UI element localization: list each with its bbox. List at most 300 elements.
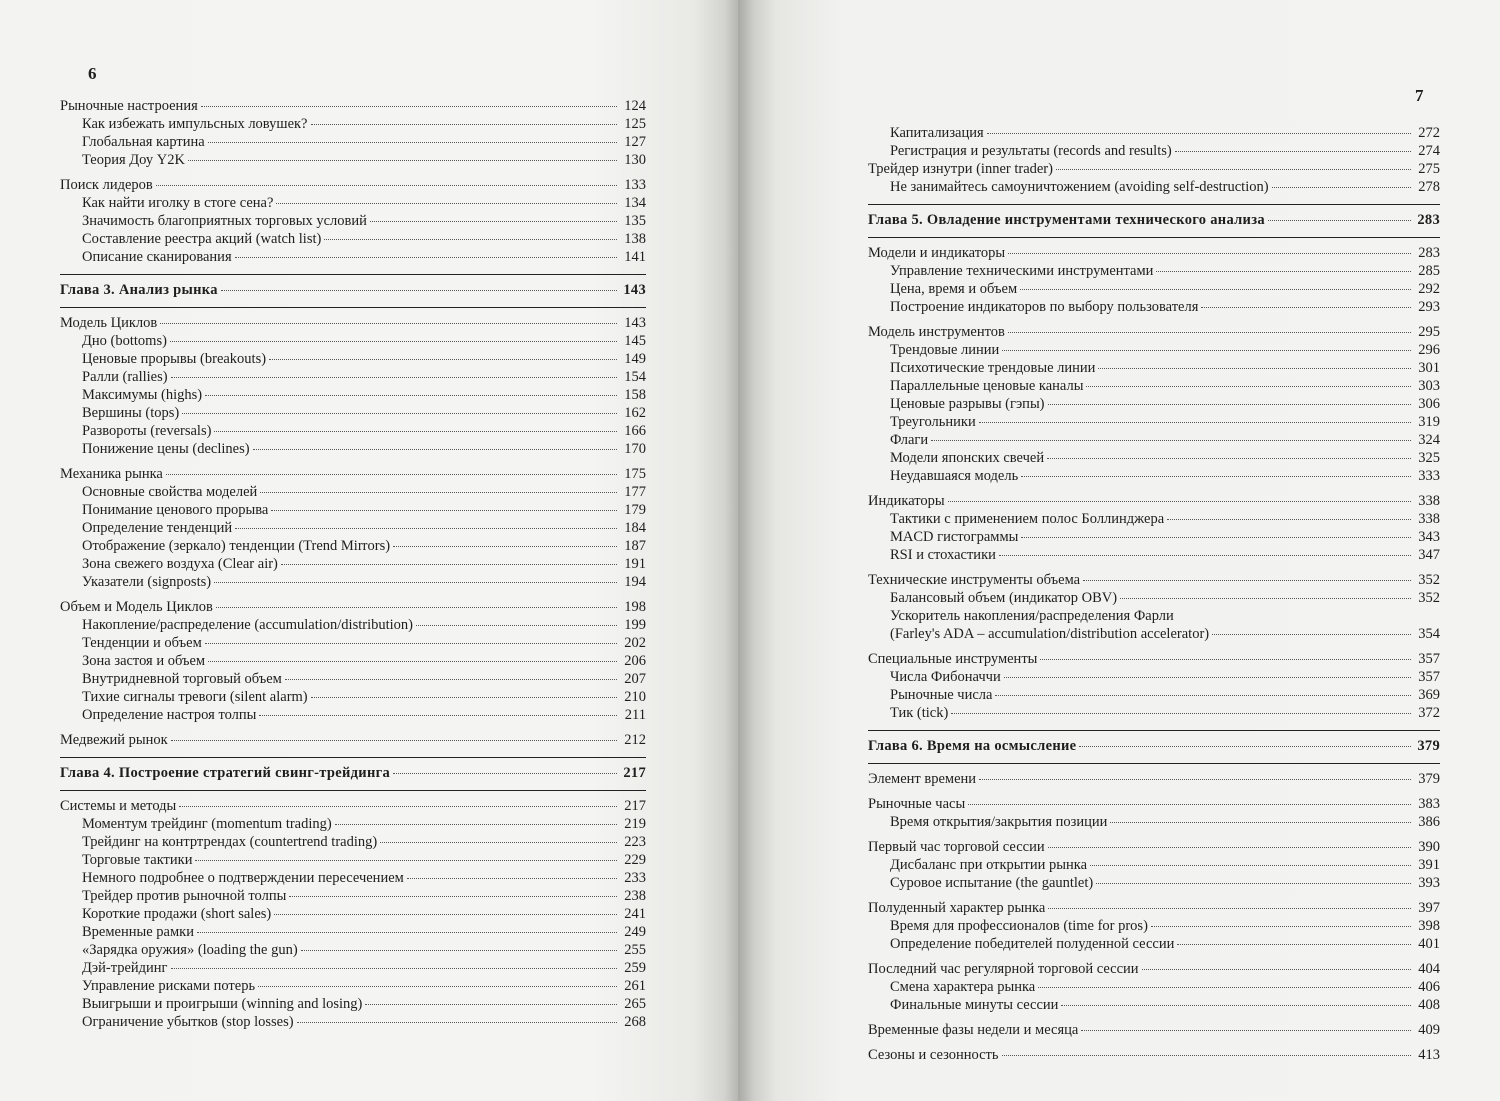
toc-entry-title: Дно (bottoms) — [82, 333, 167, 349]
toc-entry-title: Определение победителей полуденной сессии — [890, 936, 1175, 952]
toc-entry-title: Ценовые разрывы (гэпы) — [890, 396, 1045, 412]
toc-entry-title: Треугольники — [890, 414, 976, 430]
toc-entry-title: Максимумы (highs) — [82, 387, 203, 403]
toc-entry — [60, 851, 646, 869]
toc-page-number: 219 — [624, 816, 646, 832]
toc-page-number: 162 — [624, 405, 646, 421]
dot-leader — [1175, 142, 1411, 152]
toc-page-number: 135 — [624, 213, 646, 229]
dot-leader — [260, 483, 617, 493]
toc-entry-title: Внутридневной торговый объем — [82, 671, 282, 687]
dot-leader — [999, 546, 1411, 556]
toc-entry-title: RSI и стохастики — [890, 547, 996, 563]
toc-entry-title: Глава 4. Построение стратегий свинг-трейдинга — [60, 765, 391, 781]
toc-entry-title: Развороты (reversals) — [82, 423, 212, 439]
toc-page-number: 274 — [1418, 143, 1440, 159]
chapter-rule — [60, 790, 646, 791]
toc-entry — [868, 178, 1440, 196]
toc-entry-title: Зона застоя и объем — [82, 653, 206, 669]
toc-page-number: 357 — [1418, 669, 1440, 685]
toc-page-number: 130 — [624, 152, 646, 168]
dot-leader — [416, 616, 617, 626]
toc-entry-title: Время для профессионалов (time for pros) — [890, 918, 1148, 934]
toc-entry — [868, 686, 1440, 704]
toc-entry — [60, 815, 646, 833]
dot-leader — [171, 959, 617, 969]
toc-entry-title: Трейдер против рыночной толпы — [82, 888, 287, 904]
toc-page-number: 210 — [624, 689, 646, 705]
dot-leader — [1156, 262, 1411, 272]
dot-leader — [289, 887, 617, 897]
dot-leader — [1002, 1046, 1412, 1056]
toc-entry — [60, 440, 646, 458]
toc-entry-title: Управление рисками потерь — [82, 978, 256, 994]
toc-entry — [868, 262, 1440, 280]
dot-leader — [179, 797, 617, 807]
toc-page-number: 170 — [624, 441, 646, 457]
toc-entry-title: Временные рамки — [82, 924, 194, 940]
toc-page-number: 229 — [624, 852, 646, 868]
dot-leader — [324, 230, 617, 240]
dot-leader — [170, 332, 617, 342]
toc-entry — [868, 449, 1440, 467]
toc-entry-title: Моментум трейдинг (momentum trading) — [82, 816, 332, 832]
toc-entry — [60, 706, 646, 724]
toc-page-number: 127 — [624, 134, 646, 150]
dot-leader — [979, 770, 1411, 780]
toc-page-number: 255 — [624, 942, 646, 958]
dot-leader — [335, 815, 617, 825]
section-gap — [60, 458, 646, 465]
toc-page-number: 338 — [1418, 511, 1440, 527]
toc-entry-title: Ограничение убытков (stop losses) — [82, 1014, 294, 1030]
toc-entry-title: Описание сканирования — [82, 249, 232, 265]
toc-page-number: 133 — [624, 177, 646, 193]
toc-entry — [868, 874, 1440, 892]
dot-leader — [1040, 650, 1411, 660]
dot-leader — [205, 634, 617, 644]
toc-entry-title: Ценовые прорывы (breakouts) — [82, 351, 267, 367]
toc-page-number: 175 — [624, 466, 646, 482]
dot-leader — [205, 386, 617, 396]
toc-entry-title: Выигрыши и проигрыши (winning and losing) — [82, 996, 363, 1012]
dot-leader — [1212, 625, 1411, 635]
toc-page-number: 292 — [1418, 281, 1440, 297]
toc-page-number: 409 — [1418, 1022, 1440, 1038]
toc-entry — [868, 528, 1440, 546]
toc-entry — [60, 555, 646, 573]
section-gap — [868, 485, 1440, 492]
toc-entry — [868, 917, 1440, 935]
dot-leader — [1086, 377, 1411, 387]
section-gap — [868, 564, 1440, 571]
toc-entry-title: Модели и индикаторы — [868, 245, 1006, 261]
toc-entry — [60, 212, 646, 230]
toc-entry — [60, 1013, 646, 1031]
toc-entry — [868, 1021, 1440, 1039]
toc-page-number: 352 — [1418, 590, 1440, 606]
toc-page-number: 325 — [1418, 450, 1440, 466]
toc-entry-title: Глава 6. Время на осмысление — [868, 738, 1077, 754]
toc-entry — [60, 483, 646, 501]
toc-entry — [868, 978, 1440, 996]
section-gap — [868, 892, 1440, 899]
dot-leader — [274, 905, 617, 915]
toc-entry — [60, 869, 646, 887]
toc-page-number: 261 — [624, 978, 646, 994]
toc-page-number: 372 — [1418, 705, 1440, 721]
toc-entry — [60, 995, 646, 1013]
toc-page-number: 268 — [624, 1014, 646, 1030]
toc-entry-title: Последний час регулярной торговой сессии — [868, 961, 1139, 977]
toc-chapter-heading — [868, 211, 1440, 229]
toc-page-number: 306 — [1418, 396, 1440, 412]
toc-entry — [868, 323, 1440, 341]
dot-leader — [1008, 323, 1411, 333]
toc-page-number: 199 — [624, 617, 646, 633]
dot-leader — [197, 923, 617, 933]
dot-leader — [214, 573, 617, 583]
book-gutter — [724, 0, 754, 1101]
toc-entry — [868, 492, 1440, 510]
toc-page-number: 241 — [624, 906, 646, 922]
section-gap — [868, 1039, 1440, 1046]
table-of-contents-right — [868, 124, 1440, 1064]
toc-entry — [868, 395, 1440, 413]
dot-leader — [1201, 298, 1411, 308]
toc-entry — [60, 833, 646, 851]
page-number: 7 — [1415, 86, 1424, 105]
section-gap — [60, 591, 646, 598]
toc-entry-title: Регистрация и результаты (records and results) — [890, 143, 1172, 159]
toc-entry-title: Зона свежего воздуха (Clear air) — [82, 556, 278, 572]
toc-entry — [60, 573, 646, 591]
toc-entry-title: Трейдер изнутри (inner trader) — [868, 161, 1053, 177]
toc-page-number: 259 — [624, 960, 646, 976]
dot-leader — [311, 115, 618, 125]
toc-entry — [60, 465, 646, 483]
dot-leader — [1038, 978, 1411, 988]
toc-page-number: 283 — [1417, 212, 1440, 228]
toc-entry-title: Модели японских свечей — [890, 450, 1045, 466]
dot-leader — [1098, 359, 1411, 369]
toc-entry — [60, 688, 646, 706]
toc-entry — [60, 501, 646, 519]
toc-entry-title: Временные фазы недели и месяца — [868, 1022, 1079, 1038]
toc-entry — [868, 589, 1440, 607]
section-gap — [60, 169, 646, 176]
toc-page-number: 124 — [624, 98, 646, 114]
dot-leader — [1081, 1021, 1411, 1031]
dot-leader — [156, 176, 617, 186]
chapter-rule — [60, 757, 646, 758]
toc-page-number: 149 — [624, 351, 646, 367]
toc-entry — [868, 280, 1440, 298]
dot-leader — [208, 652, 617, 662]
toc-entry-title: Дисбаланс при открытии рынка — [890, 857, 1088, 873]
toc-entry — [60, 959, 646, 977]
dot-leader — [931, 431, 1411, 441]
dot-leader — [1004, 668, 1411, 678]
toc-entry — [60, 422, 646, 440]
toc-entry — [868, 625, 1440, 643]
toc-entry-title: Индикаторы — [868, 493, 945, 509]
toc-entry-title: Вершины (tops) — [82, 405, 180, 421]
toc-page-number: 249 — [624, 924, 646, 940]
toc-page-number: 238 — [624, 888, 646, 904]
toc-page-number: 145 — [624, 333, 646, 349]
toc-entry-title: MACD гистограммы — [890, 529, 1019, 545]
toc-entry-title: Специальные инструменты — [868, 651, 1038, 667]
dot-leader — [214, 422, 617, 432]
toc-page-number: 343 — [1418, 529, 1440, 545]
dot-leader — [1096, 874, 1411, 884]
toc-entry-title: Управление техническими инструментами — [890, 263, 1154, 279]
toc-entry-title: Отображение (зеркало) тенденции (Trend Mirrors) — [82, 538, 391, 554]
toc-entry — [868, 341, 1440, 359]
toc-entry — [868, 571, 1440, 589]
dot-leader — [1048, 838, 1411, 848]
dot-leader — [1020, 280, 1411, 290]
toc-entry — [60, 97, 646, 115]
toc-entry — [868, 467, 1440, 485]
toc-entry-title: Трендовые линии — [890, 342, 1000, 358]
dot-leader — [1021, 467, 1411, 477]
dot-leader — [1167, 510, 1411, 520]
toc-entry — [868, 431, 1440, 449]
toc-page-number: 386 — [1418, 814, 1440, 830]
dot-leader — [1083, 571, 1411, 581]
toc-entry-title: Финальные минуты сессии — [890, 997, 1059, 1013]
dot-leader — [166, 465, 617, 475]
dot-leader — [1268, 211, 1411, 221]
toc-entry-title: Психотические трендовые линии — [890, 360, 1096, 376]
dot-leader — [393, 537, 617, 547]
toc-page-number: 383 — [1418, 796, 1440, 812]
section-gap — [868, 953, 1440, 960]
toc-entry — [868, 244, 1440, 262]
toc-entry — [60, 670, 646, 688]
toc-entry-title: Короткие продажи (short sales) — [82, 906, 272, 922]
toc-entry-title: Системы и методы — [60, 798, 177, 814]
toc-page-number: 393 — [1418, 875, 1440, 891]
toc-chapter-heading — [60, 281, 646, 299]
toc-page-number: 166 — [624, 423, 646, 439]
dot-leader — [407, 869, 617, 879]
toc-entry-title: Значимость благоприятных торговых условий — [82, 213, 367, 229]
section-gap — [868, 316, 1440, 323]
toc-entry — [868, 142, 1440, 160]
toc-page-number: 413 — [1418, 1047, 1440, 1063]
toc-page-number: 233 — [624, 870, 646, 886]
toc-entry — [60, 977, 646, 995]
toc-page-number: 191 — [624, 556, 646, 572]
dot-leader — [276, 194, 617, 204]
dot-leader — [253, 440, 617, 450]
toc-entry-title: Дэй-трейдинг — [82, 960, 168, 976]
toc-entry-title: Ралли (rallies) — [82, 369, 168, 385]
dot-leader — [1048, 395, 1411, 405]
toc-entry — [868, 359, 1440, 377]
toc-page-number: 352 — [1418, 572, 1440, 588]
toc-entry — [868, 1046, 1440, 1064]
toc-page-number: 184 — [624, 520, 646, 536]
toc-page-number: 212 — [624, 732, 646, 748]
toc-entry-title: Ускоритель накопления/распределения Фарли — [890, 608, 1174, 624]
toc-entry — [868, 413, 1440, 431]
toc-page-number: 406 — [1418, 979, 1440, 995]
toc-entry-title: Первый час торговой сессии — [868, 839, 1045, 855]
dot-leader — [365, 995, 617, 1005]
toc-page-number: 296 — [1418, 342, 1440, 358]
toc-page-number: 125 — [624, 116, 646, 132]
dot-leader — [269, 350, 617, 360]
toc-page-number: 158 — [624, 387, 646, 403]
toc-entry-title: «Зарядка оружия» (loading the gun) — [82, 942, 298, 958]
toc-page-number: 347 — [1418, 547, 1440, 563]
toc-entry — [868, 795, 1440, 813]
toc-page-number: 275 — [1418, 161, 1440, 177]
toc-entry-title: Глава 3. Анализ рынка — [60, 282, 218, 298]
toc-page-number: 141 — [624, 249, 646, 265]
toc-entry — [60, 634, 646, 652]
toc-page-number: 283 — [1418, 245, 1440, 261]
toc-entry — [868, 668, 1440, 686]
toc-page-number: 397 — [1418, 900, 1440, 916]
toc-page-number: 202 — [624, 635, 646, 651]
toc-entry-title: Модель Циклов — [60, 315, 158, 331]
toc-page-number: 272 — [1418, 125, 1440, 141]
chapter-rule — [868, 237, 1440, 238]
dot-leader — [1002, 341, 1411, 351]
toc-entry-title: Понижение цены (declines) — [82, 441, 250, 457]
dot-leader — [195, 851, 617, 861]
toc-entry — [60, 151, 646, 169]
toc-entry-title: Торговые тактики — [82, 852, 193, 868]
toc-entry-title: Флаги — [890, 432, 929, 448]
toc-page-number: 177 — [624, 484, 646, 500]
toc-entry — [868, 546, 1440, 564]
toc-entry-title: Тик (tick) — [890, 705, 949, 721]
toc-entry — [868, 813, 1440, 831]
dot-leader — [201, 97, 617, 107]
dot-leader — [1110, 813, 1411, 823]
toc-entry — [60, 248, 646, 266]
toc-entry-title: Полуденный характер рынка — [868, 900, 1046, 916]
toc-entry-title: Немного подробнее о подтверждении пересечением — [82, 870, 404, 886]
toc-page-number: 223 — [624, 834, 646, 850]
toc-page-number: 138 — [624, 231, 646, 247]
toc-page-number: 390 — [1418, 839, 1440, 855]
chapter-rule — [868, 730, 1440, 731]
dot-leader — [1151, 917, 1411, 927]
toc-page-number: 319 — [1418, 414, 1440, 430]
toc-page-number: 303 — [1418, 378, 1440, 394]
toc-entry — [60, 797, 646, 815]
dot-leader — [311, 688, 617, 698]
toc-page-number: 401 — [1418, 936, 1440, 952]
toc-page-number: 154 — [624, 369, 646, 385]
toc-entry-title: Основные свойства моделей — [82, 484, 258, 500]
toc-page-number: 217 — [623, 765, 646, 781]
chapter-rule — [60, 307, 646, 308]
table-of-contents-left — [60, 97, 646, 1031]
toc-page-number: 143 — [623, 282, 646, 298]
toc-entry — [868, 704, 1440, 722]
toc-entry-title: Числа Фибоначчи — [890, 669, 1001, 685]
dot-leader — [370, 212, 617, 222]
toc-entry — [868, 996, 1440, 1014]
dot-leader — [1090, 856, 1411, 866]
toc-page-number: 293 — [1418, 299, 1440, 315]
toc-entry — [60, 923, 646, 941]
toc-entry — [60, 176, 646, 194]
toc-entry — [60, 314, 646, 332]
toc-page-number: 379 — [1417, 738, 1440, 754]
toc-entry-title: Медвежий рынок — [60, 732, 168, 748]
toc-entry-title: Рыночные настроения — [60, 98, 198, 114]
toc-entry — [60, 731, 646, 749]
toc-entry-title: Поиск лидеров — [60, 177, 153, 193]
toc-entry-title: Капитализация — [890, 125, 984, 141]
dot-leader — [235, 248, 617, 258]
toc-chapter-heading — [868, 737, 1440, 755]
toc-entry-title: Сезоны и сезонность — [868, 1047, 999, 1063]
toc-page-number: 211 — [624, 707, 646, 723]
dot-leader — [188, 151, 617, 161]
toc-entry — [60, 404, 646, 422]
toc-page-number: 324 — [1418, 432, 1440, 448]
dot-leader — [979, 413, 1411, 423]
dot-leader — [182, 404, 617, 414]
toc-entry — [868, 856, 1440, 874]
toc-entry — [60, 332, 646, 350]
toc-entry-title: Объем и Модель Циклов — [60, 599, 213, 615]
dot-leader — [208, 133, 617, 143]
toc-page-number: 369 — [1418, 687, 1440, 703]
toc-entry-title: Механика рынка — [60, 466, 163, 482]
toc-entry — [60, 230, 646, 248]
toc-page-number: 333 — [1418, 468, 1440, 484]
toc-entry — [868, 838, 1440, 856]
toc-entry — [868, 160, 1440, 178]
dot-leader — [1177, 935, 1411, 945]
toc-chapter-heading — [60, 764, 646, 782]
section-gap — [868, 788, 1440, 795]
toc-entry — [868, 650, 1440, 668]
toc-page-number: 379 — [1418, 771, 1440, 787]
toc-entry-title: Время открытия/закрытия позиции — [890, 814, 1108, 830]
dot-leader — [1120, 589, 1411, 599]
dot-leader — [285, 670, 617, 680]
toc-page-number: 398 — [1418, 918, 1440, 934]
dot-leader — [1047, 449, 1411, 459]
toc-entry — [868, 899, 1440, 917]
toc-entry-title: Рыночные числа — [890, 687, 993, 703]
dot-leader — [259, 706, 617, 716]
toc-page-number: 391 — [1418, 857, 1440, 873]
toc-entry-title: Цена, время и объем — [890, 281, 1018, 297]
toc-entry — [60, 519, 646, 537]
toc-entry-title: Модель инструментов — [868, 324, 1005, 340]
toc-page-number: 134 — [624, 195, 646, 211]
chapter-rule — [868, 204, 1440, 205]
toc-entry-title: Глобальная картина — [82, 134, 205, 150]
toc-entry — [868, 935, 1440, 953]
dot-leader — [235, 519, 617, 529]
dot-leader — [1048, 899, 1411, 909]
toc-entry — [60, 652, 646, 670]
